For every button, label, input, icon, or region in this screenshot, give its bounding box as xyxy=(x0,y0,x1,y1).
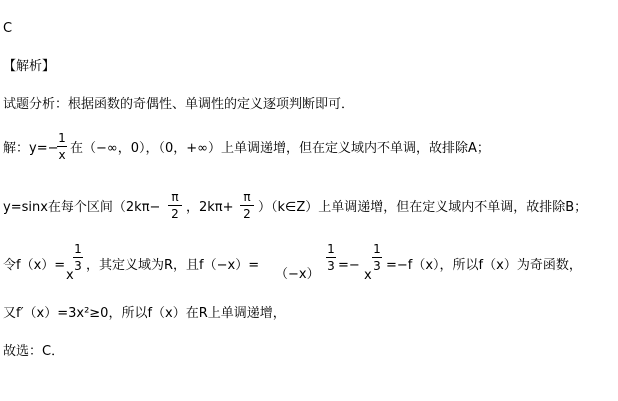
fraction-bar xyxy=(326,257,336,258)
fraction-bar xyxy=(57,146,67,147)
fraction-bar xyxy=(168,205,182,206)
solution-line-d: 又f′（x）=3x²≥0，所以f（x）在R上单调递增， xyxy=(3,306,286,321)
line-c-part1: 令f（x）= xyxy=(3,258,66,273)
fraction-pi-over-2-a xyxy=(168,191,182,220)
line-b-suffix: ）（k∈Z）上单调递增，但在定义域内不单调，故排除B； xyxy=(258,200,588,215)
fraction-numerator: π xyxy=(171,190,179,204)
fraction-bar xyxy=(73,257,83,258)
section-title: 【解析】 xyxy=(3,59,56,74)
fraction-numerator: π xyxy=(243,190,251,204)
exponent-one-third-1 xyxy=(73,243,83,272)
fraction-pi-over-2-b xyxy=(240,191,254,220)
analysis-text: 试题分析：根据函数的奇偶性、单调性的定义逐项判断即可． xyxy=(3,97,355,112)
base-x-2: x xyxy=(364,268,372,283)
fraction-denominator: 3 xyxy=(373,259,381,273)
line-a-suffix: 在（−∞，0），（0，+∞）上单调递增，但在定义域内不单调，故排除A； xyxy=(70,141,490,156)
fraction-denominator: 3 xyxy=(74,259,82,273)
fraction-bar xyxy=(372,257,382,258)
fraction-numerator: 1 xyxy=(327,242,335,256)
base-x-1: x xyxy=(66,268,74,283)
fraction-denominator: 2 xyxy=(243,207,251,221)
line-c-part3: =−f（x），所以f（x）为奇函数， xyxy=(386,258,582,273)
line-a-prefix: 解：y=− xyxy=(3,141,59,156)
fraction-denominator: 3 xyxy=(327,259,335,273)
fraction-denominator: 2 xyxy=(171,207,179,221)
line-c-part2: ，其定义域为R，且f（−x）= xyxy=(86,258,260,273)
exponent-one-third-2 xyxy=(326,243,336,272)
fraction-denominator: x xyxy=(58,148,66,162)
neg-x-base: （−x） xyxy=(275,267,320,282)
line-b-prefix: y=sinx在每个区间（2kπ− xyxy=(3,200,161,215)
conclusion: 故选：C． xyxy=(3,344,65,359)
fraction-one-over-x xyxy=(57,132,67,161)
line-b-middle: ，2kπ+ xyxy=(186,200,234,215)
equals-negative: =− xyxy=(338,258,360,273)
fraction-numerator: 1 xyxy=(74,242,82,256)
answer-letter: C xyxy=(3,21,13,36)
fraction-numerator: 1 xyxy=(373,242,381,256)
exponent-one-third-3 xyxy=(372,243,382,272)
fraction-bar xyxy=(240,205,254,206)
fraction-numerator: 1 xyxy=(58,131,66,145)
